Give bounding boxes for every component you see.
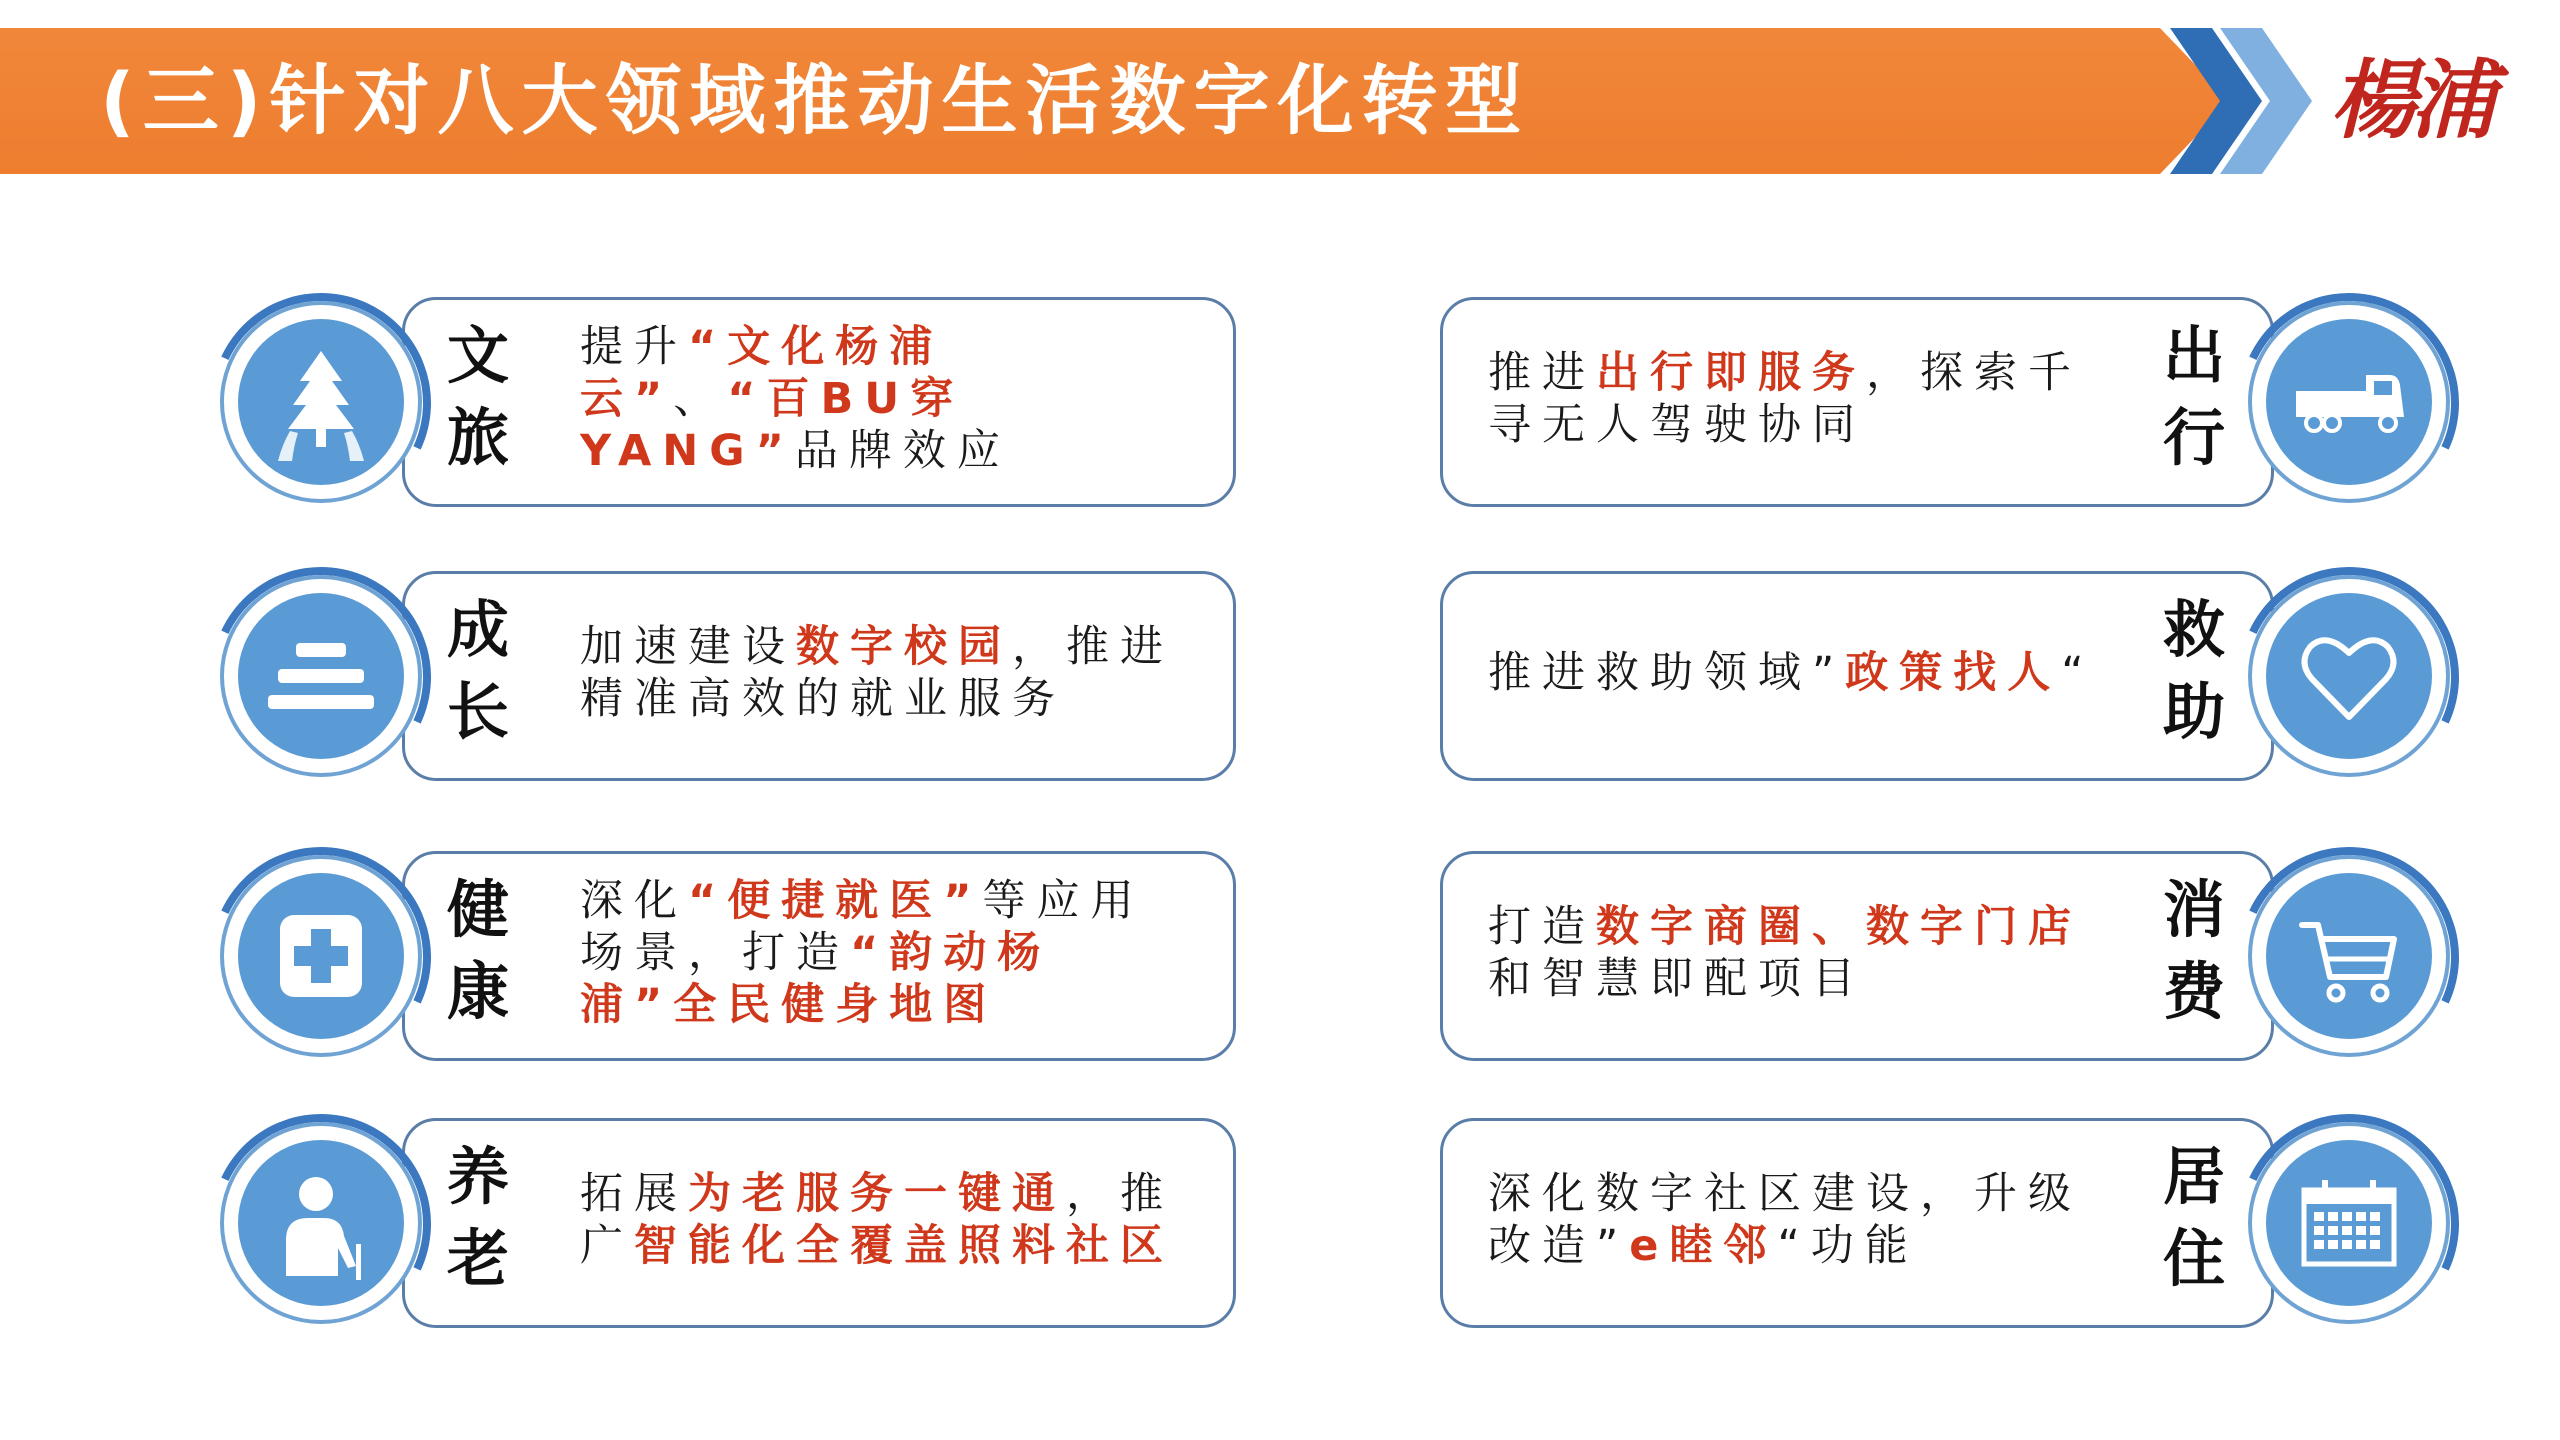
category-label: 救 助 bbox=[2162, 593, 2225, 748]
medical-cross-icon bbox=[238, 873, 404, 1039]
highlight-text: 为老服务一键通 bbox=[688, 1169, 1066, 1219]
elderly-person-icon bbox=[238, 1140, 404, 1306]
card-description bbox=[1488, 863, 2118, 1043]
description-text: ，推进精准高效的就业服务 bbox=[580, 622, 1174, 724]
description-text: “功能 bbox=[1777, 1221, 1919, 1271]
highlight-text: 出行即服务 bbox=[1596, 348, 1866, 398]
card-description bbox=[1488, 309, 2118, 489]
category-label: 居 住 bbox=[2162, 1140, 2225, 1295]
card-assistance bbox=[1440, 571, 2450, 781]
description-text: 和智慧即配项目 bbox=[1488, 954, 1866, 1004]
description-text: 深化 bbox=[580, 876, 688, 926]
card-description bbox=[580, 583, 1180, 763]
category-label: 健 康 bbox=[446, 873, 509, 1028]
highlight-text: 政策找人 bbox=[1845, 648, 2062, 698]
card-description bbox=[580, 309, 1180, 489]
heart-icon bbox=[2266, 593, 2432, 759]
category-label: 消 费 bbox=[2162, 873, 2225, 1028]
card-growth bbox=[220, 571, 1230, 781]
description-text: 提升 bbox=[580, 322, 688, 372]
card-elderly-care bbox=[220, 1118, 1230, 1328]
shopping-cart-icon bbox=[2266, 873, 2432, 1039]
description-text: 拓展 bbox=[580, 1169, 688, 1219]
card-consumption bbox=[1440, 851, 2450, 1061]
description-text: ，推广 bbox=[580, 1169, 1174, 1271]
category-label: 成 长 bbox=[446, 593, 509, 748]
chevron-arrows-icon bbox=[2150, 28, 2330, 174]
card-description bbox=[580, 1130, 1180, 1310]
highlight-text: 数字商圈、数字门店 bbox=[1596, 902, 2082, 952]
calendar-icon bbox=[2266, 1140, 2432, 1306]
description-text: 加速建设 bbox=[580, 622, 796, 672]
description-text: 深化数字社区建设，升级改造” bbox=[1488, 1169, 2082, 1271]
highlight-text: “韵动杨浦”全民健身地图 bbox=[580, 928, 1052, 1030]
tree-icon bbox=[238, 319, 404, 485]
highlight-text: “便捷就医” bbox=[688, 876, 983, 926]
highlight-text: 智能化全覆盖照料社区 bbox=[634, 1221, 1174, 1271]
card-description bbox=[1488, 583, 2118, 763]
description-text: “ bbox=[2061, 648, 2095, 698]
card-mobility bbox=[1440, 297, 2450, 507]
truck-icon bbox=[2266, 319, 2432, 485]
highlight-text: e睦邻 bbox=[1629, 1221, 1778, 1271]
description-text: ，探索千寻无人驾驶协同 bbox=[1488, 348, 2082, 450]
description-text: 推进 bbox=[1488, 348, 1596, 398]
card-description bbox=[580, 863, 1180, 1043]
description-text: 打造 bbox=[1488, 902, 1596, 952]
description-text: 品牌效应 bbox=[794, 426, 1011, 476]
card-culture-tourism bbox=[220, 297, 1230, 507]
card-health bbox=[220, 851, 1230, 1061]
highlight-text: 数字校园 bbox=[796, 622, 1012, 672]
description-text: 推进救助领域” bbox=[1488, 648, 1846, 698]
category-label: 文 旅 bbox=[446, 319, 509, 474]
description-text: 等应用场景，打造 bbox=[580, 876, 1145, 978]
category-label: 养 老 bbox=[446, 1140, 509, 1295]
yangpu-logo: 楊浦 bbox=[2330, 50, 2490, 151]
card-description bbox=[1488, 1130, 2118, 1310]
stack-icon bbox=[238, 593, 404, 759]
card-housing bbox=[1440, 1118, 2450, 1328]
category-label: 出 行 bbox=[2162, 319, 2225, 474]
highlight-text: “百BU穿YANG” bbox=[580, 374, 965, 476]
page-title: (三)针对八大领域推动生活数字化转型 bbox=[100, 56, 1530, 145]
description-text: 、 bbox=[673, 374, 728, 424]
highlight-text: “文化杨浦云” bbox=[580, 322, 944, 424]
